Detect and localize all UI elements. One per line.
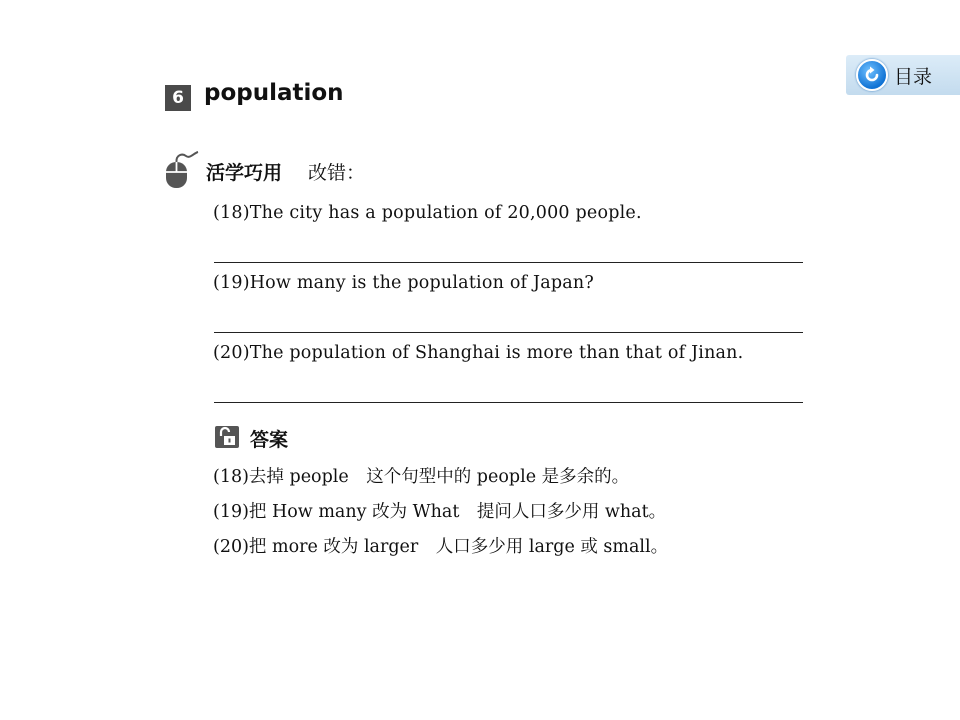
answer-blank-19 [214, 332, 803, 333]
answer-blank-20 [214, 402, 803, 403]
toc-label: 目录 [894, 65, 933, 88]
unlock-icon [214, 425, 240, 449]
answer-blank-18 [214, 262, 803, 263]
question-19: (19)How many is the population of Japan? [213, 273, 594, 293]
mouse-icon [164, 150, 200, 190]
section-title: 活学巧用 [206, 162, 283, 184]
entry-word-title: population [204, 80, 344, 106]
refresh-icon [856, 59, 888, 91]
section-heading [206, 158, 365, 185]
section-instruction: 改错： [308, 162, 366, 184]
answer-19: (19)把 How many 改为 What 提问人口多少用 what。 [213, 502, 667, 522]
entry-number-badge: 6 [165, 85, 191, 111]
answer-heading: 答案 [250, 429, 289, 451]
question-20: (20)The population of Shanghai is more than that of Jinan. [213, 343, 744, 363]
answer-20: (20)把 more 改为 larger 人口多少用 large 或 small。 [213, 537, 669, 557]
toc-button[interactable] [846, 55, 960, 95]
question-18: (18)The city has a population of 20,000 people. [213, 203, 642, 223]
answer-18: (18)去掉 people 这个句型中的 people 是多余的。 [213, 467, 630, 487]
